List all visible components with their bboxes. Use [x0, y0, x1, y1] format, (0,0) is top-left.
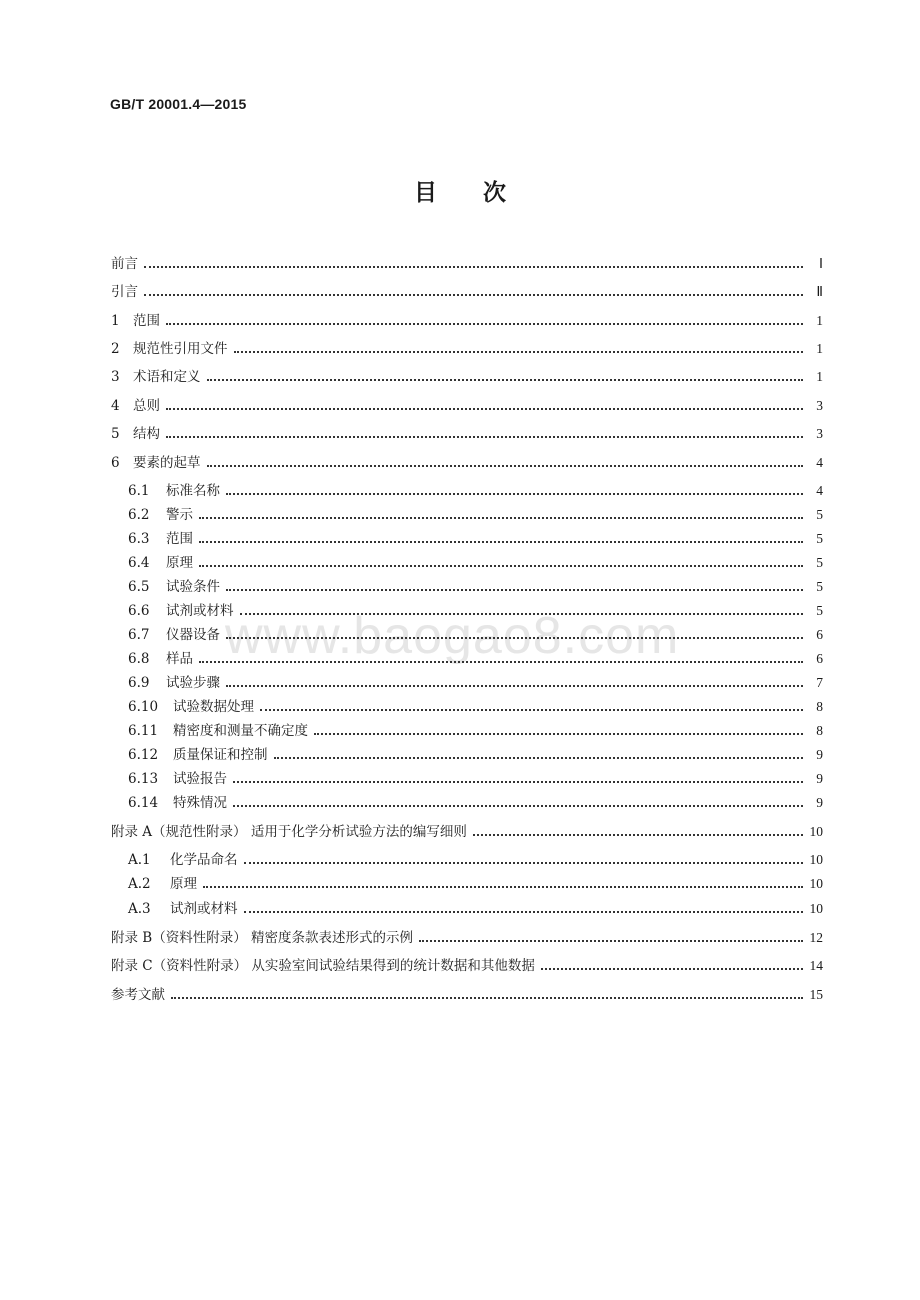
toc-number: 6.4 — [128, 555, 150, 571]
toc-entry-6-12[interactable] — [128, 741, 823, 763]
toc-label: 特殊情况 — [173, 795, 227, 811]
toc-entry-6-2[interactable] — [128, 501, 823, 523]
toc-page: 7 — [816, 675, 823, 690]
toc-entry-appendix-a[interactable] — [111, 818, 823, 840]
toc-number: 3 — [111, 369, 120, 385]
toc-label: 试验数据处理 — [173, 699, 254, 715]
toc-entry-6-5[interactable] — [128, 573, 823, 595]
toc-page: 10 — [809, 876, 823, 891]
toc-label: 引言 — [111, 284, 138, 300]
toc-number: 6.6 — [128, 603, 150, 619]
toc-label: 附录 A（规范性附录） 适用于化学分析试验方法的编写细则 — [111, 824, 467, 840]
toc-page: 5 — [816, 603, 823, 618]
toc-page: 6 — [816, 627, 823, 642]
toc-entry-introduction[interactable] — [111, 278, 823, 300]
toc-entry-6-4[interactable] — [128, 549, 823, 571]
toc-page: 10 — [809, 852, 823, 867]
toc-page: 6 — [816, 651, 823, 666]
toc-entry-6-8[interactable] — [128, 645, 823, 667]
toc-page: 5 — [816, 531, 823, 546]
toc-page: Ⅱ — [816, 284, 823, 299]
toc-label: 试剂或材料 — [166, 603, 234, 619]
toc-entry-preface[interactable] — [111, 250, 823, 272]
toc-page: 5 — [816, 555, 823, 570]
toc-label: 质量保证和控制 — [173, 747, 268, 763]
toc-number: 6.13 — [128, 771, 159, 787]
toc-page: 5 — [816, 579, 823, 594]
toc-number: 6.8 — [128, 651, 150, 667]
toc-page: 10 — [809, 824, 823, 839]
toc-entry-4[interactable] — [111, 392, 823, 414]
toc-entry-5[interactable] — [111, 420, 823, 442]
toc-entry-6-6[interactable] — [128, 597, 823, 619]
page-title — [0, 174, 920, 207]
toc-page: 14 — [809, 958, 823, 973]
toc-number: 6.14 — [128, 795, 159, 811]
toc-entry-6-11[interactable] — [128, 717, 823, 739]
toc-label: 试验条件 — [166, 579, 220, 595]
toc-number: A.3 — [128, 901, 151, 917]
toc-number: 1 — [111, 313, 120, 329]
toc-number: 2 — [111, 341, 120, 357]
toc-entry-6-14[interactable] — [128, 789, 823, 811]
toc-page: 1 — [816, 369, 823, 384]
toc-label: 试剂或材料 — [170, 901, 238, 917]
toc-entry-appendix-b[interactable] — [111, 924, 823, 946]
toc-number: 6.5 — [128, 579, 150, 595]
toc-page: 9 — [816, 747, 823, 762]
toc-entry-appendix-c[interactable] — [111, 952, 823, 974]
toc-page: 1 — [816, 341, 823, 356]
title-char-1: 目 — [414, 180, 437, 206]
toc-number: 6.9 — [128, 675, 150, 691]
toc-number: 6.11 — [128, 723, 159, 739]
toc-label: 规范性引用文件 — [133, 341, 228, 357]
standard-code: GB/T 20001.4—2015 — [110, 96, 247, 112]
toc-entry-6-13[interactable] — [128, 765, 823, 787]
toc-page: 9 — [816, 771, 823, 786]
toc-page: 8 — [816, 699, 823, 714]
title-char-2: 次 — [483, 180, 506, 206]
toc-number: 6.2 — [128, 507, 150, 523]
toc-label: 附录 B（资料性附录） 精密度条款表述形式的示例 — [111, 930, 414, 946]
toc-entry-6-1[interactable] — [128, 477, 823, 499]
toc-label: 原理 — [166, 555, 193, 571]
toc-label: 要素的起草 — [133, 455, 201, 471]
toc-label: 前言 — [111, 256, 138, 272]
toc-page: 8 — [816, 723, 823, 738]
toc-page: 3 — [816, 426, 823, 441]
toc-entry-a-1[interactable] — [128, 846, 823, 868]
toc-entry-2[interactable] — [111, 335, 823, 357]
toc-label: 附录 C（资料性附录） 从实验室间试验结果得到的统计数据和其他数据 — [111, 958, 535, 974]
toc-page: 9 — [816, 795, 823, 810]
toc-number: 4 — [111, 398, 120, 414]
toc-number: 6.10 — [128, 699, 159, 715]
toc-entry-6-10[interactable] — [128, 693, 823, 715]
toc-number: 6.3 — [128, 531, 150, 547]
watermark: www.baogao8.com — [225, 607, 680, 665]
toc-label: 仪器设备 — [166, 627, 220, 643]
toc-entry-6[interactable] — [111, 449, 823, 471]
toc-entry-1[interactable] — [111, 307, 823, 329]
toc-label: 范围 — [133, 313, 160, 329]
toc-label: 总则 — [133, 398, 160, 414]
toc-label: 结构 — [133, 426, 160, 442]
toc-number: 6.12 — [128, 747, 159, 763]
toc-label: 标准名称 — [166, 483, 220, 499]
toc-number: 6.1 — [128, 483, 150, 499]
toc-number: A.2 — [128, 876, 151, 892]
toc-label: 范围 — [166, 531, 193, 547]
toc-number: 6.7 — [128, 627, 150, 643]
toc-page: 5 — [816, 507, 823, 522]
toc-label: 样品 — [166, 651, 193, 667]
toc-page: 4 — [816, 455, 823, 470]
toc-number: 6 — [111, 455, 120, 471]
toc-label: 试验报告 — [173, 771, 227, 787]
toc-entry-6-3[interactable] — [128, 525, 823, 547]
toc-page: 12 — [809, 930, 823, 945]
toc-label: 精密度和测量不确定度 — [173, 723, 308, 739]
toc-entry-references[interactable] — [111, 981, 823, 1003]
toc-entry-6-9[interactable] — [128, 669, 823, 691]
toc-entry-a-3[interactable] — [128, 895, 823, 917]
toc-label: 警示 — [166, 507, 193, 523]
toc-entry-3[interactable] — [111, 363, 823, 385]
toc-page: 15 — [809, 987, 823, 1002]
toc-page: Ⅰ — [819, 256, 823, 271]
toc-entry-a-2[interactable] — [128, 870, 823, 892]
toc-page: 3 — [816, 398, 823, 413]
toc-label: 术语和定义 — [133, 369, 201, 385]
toc-number: 5 — [111, 426, 120, 442]
toc-page: 10 — [809, 901, 823, 916]
toc-label: 化学品命名 — [170, 852, 238, 868]
toc-number: A.1 — [128, 852, 151, 868]
toc-label: 参考文献 — [111, 987, 165, 1003]
toc-label: 试验步骤 — [166, 675, 220, 691]
toc-page: 1 — [816, 313, 823, 328]
toc-entry-6-7[interactable] — [128, 621, 823, 643]
toc-label: 原理 — [170, 876, 197, 892]
toc-page: 4 — [816, 483, 823, 498]
